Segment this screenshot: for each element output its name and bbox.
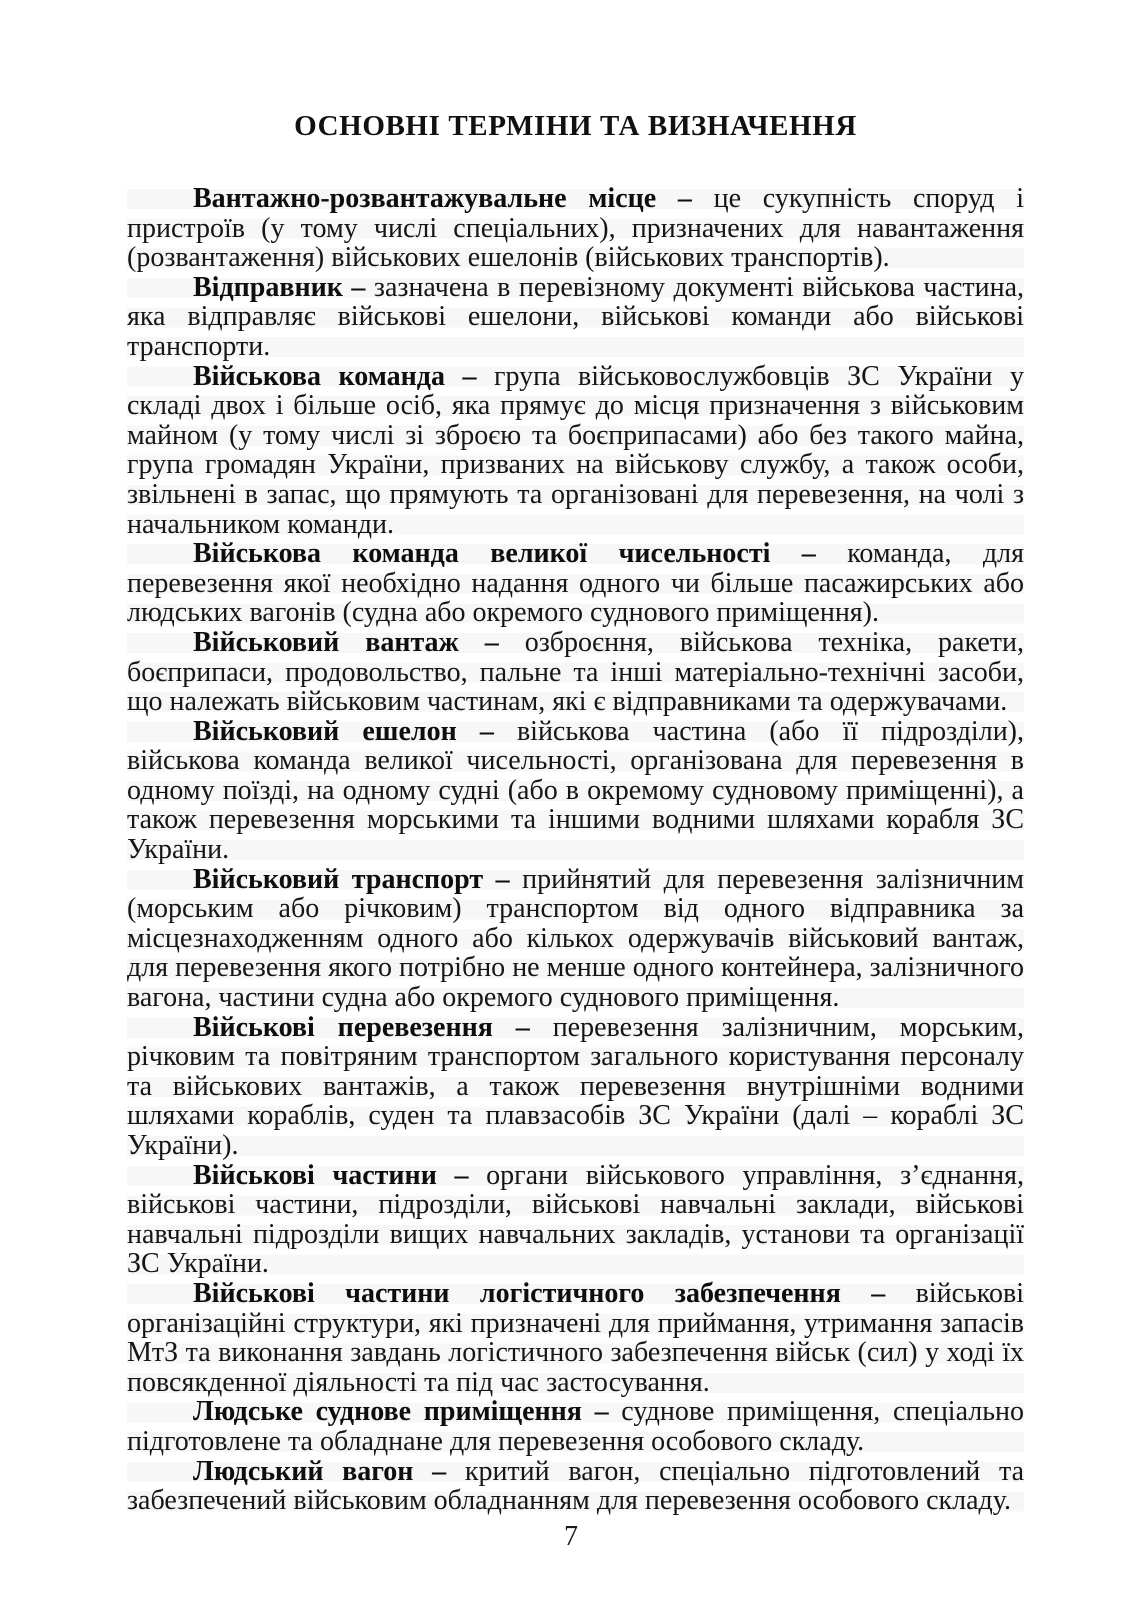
term-name: Відправник xyxy=(193,271,343,303)
term-definition: команда, для перевезення якої необхідно надання одного чи більше пасажирських або людських вагонів (судна або окремого суднового приміщення). xyxy=(127,538,1025,629)
term-separator: – xyxy=(456,715,517,747)
term-definition: органи військового управління, з’єднання, військові частини, підрозділи, військові навчальні заклади, військові навчальні підрозділи вищих навчальних закладів, установи та організації ЗС України. xyxy=(127,1159,1024,1280)
term-separator: – xyxy=(342,271,374,303)
term-definition: критий вагон, спеціально підготовлений та забезпечений військовим обладнанням для перевезення особового складу. xyxy=(127,1455,1025,1517)
term-definition: група військовослужбовців ЗС України у складі двох і більше осіб, яка прямує до місця призначення з військовим майном (у тому числі зі зброєю та боєприпасами) або без такого майна, група громадян України, призваних на військову службу, а також особи, звільнені в запас, що прямують та організовані для перевезення, на чолі з начальником команди. xyxy=(127,360,1025,540)
term-name: Військовий транспорт xyxy=(193,863,484,895)
term-paragraph xyxy=(127,717,1024,865)
term-separator: – xyxy=(840,1277,916,1309)
term-paragraph xyxy=(127,362,1024,540)
term-paragraph xyxy=(127,1013,1024,1161)
term-definition: прийнятий для перевезення залізничним (морським або річковим) транспортом від одного відправника за місцезнаходженням одного або кількох одержувачів військовий вантаж, для перевезення якого потрібно не менше одного контейнера, залізничного вагона, частини судна або окремого суднового приміщення. xyxy=(127,863,1024,1014)
term-paragraph xyxy=(127,539,1024,628)
term-separator: – xyxy=(444,360,494,392)
term-name: Військові частини xyxy=(193,1159,437,1191)
term-paragraph xyxy=(127,184,1024,273)
term-definition: зазначена в перевізному документі військова частина, яка відправляє військові ешелони, військові команди або військові транспорти. xyxy=(127,271,1024,362)
term-name: Людський вагон xyxy=(193,1455,414,1487)
term-definition: озброєння, військова техніка, ракети, боєприпаси, продовольство, пальне та інші матеріально-технічні засоби, що належать військовим частинам, які є відправниками та одержувачами. xyxy=(127,626,1025,718)
term-definition: суднове приміщення, спеціально підготовлене та обладнане для перевезення особового складу. xyxy=(127,1396,1024,1457)
term-name: Військова команда великої чисельності xyxy=(193,538,771,570)
term-name: Військовий ешелон xyxy=(193,715,457,747)
term-definition: це сукупність споруд і пристроїв (у тому числі спеціальних), призначених для навантаження (розвантаження) військових ешелонів (військових транспортів). xyxy=(127,183,1024,274)
term-separator: – xyxy=(483,863,523,895)
term-separator: – xyxy=(656,183,714,214)
term-definition: військові організаційні структури, які призначені для приймання, утримання запасів МтЗ та виконання завдань логістичного забезпечення військ (сил) у ході їх повсякденної діяльності та під час застосування. xyxy=(127,1277,1024,1398)
term-definition: військова частина (або її підрозділи), військова команда великої чисельності, організована для перевезення в одному поїзді, на одному судні (або в окремому судновому приміщенні), а також перевезення морськими та іншими водними шляхами корабля ЗС України. xyxy=(127,715,1024,866)
page-title: ОСНОВНІ ТЕРМІНИ ТА ВИЗНАЧЕННЯ xyxy=(294,110,857,142)
page-content xyxy=(127,110,1024,1516)
term-name: Військова команда xyxy=(193,360,445,392)
term-name: Вантажно-розвантажувальне місце xyxy=(193,183,657,214)
term-definition: перевезення залізничним, морським, річковим та повітряним транспортом загального користування персоналу та військових вантажів, а також перевезення внутрішніми водними шляхами кораблів, суден та плавзасобів ЗС України (далі – кораблі ЗС України). xyxy=(127,1011,1024,1161)
page-number: 7 xyxy=(564,1521,578,1552)
term-name: Людське суднове приміщення xyxy=(193,1396,582,1428)
terms-container xyxy=(127,184,1024,1516)
term-separator: – xyxy=(413,1455,465,1487)
term-paragraph xyxy=(127,1279,1024,1397)
term-separator: – xyxy=(581,1396,622,1428)
term-paragraph xyxy=(127,1457,1024,1516)
term-name: Військові частини логістичного забезпечення xyxy=(193,1277,841,1309)
term-separator: – xyxy=(436,1159,487,1191)
term-paragraph xyxy=(127,628,1024,717)
page-footer xyxy=(0,1522,1142,1552)
term-name: Військовий вантаж xyxy=(193,626,459,658)
term-paragraph xyxy=(127,865,1024,1013)
term-separator: – xyxy=(770,538,848,570)
term-paragraph xyxy=(127,1397,1024,1456)
term-name: Військові перевезення xyxy=(193,1011,493,1043)
term-paragraph xyxy=(127,1161,1024,1279)
term-separator: – xyxy=(492,1011,553,1043)
term-separator: – xyxy=(458,626,525,658)
term-paragraph xyxy=(127,273,1024,362)
